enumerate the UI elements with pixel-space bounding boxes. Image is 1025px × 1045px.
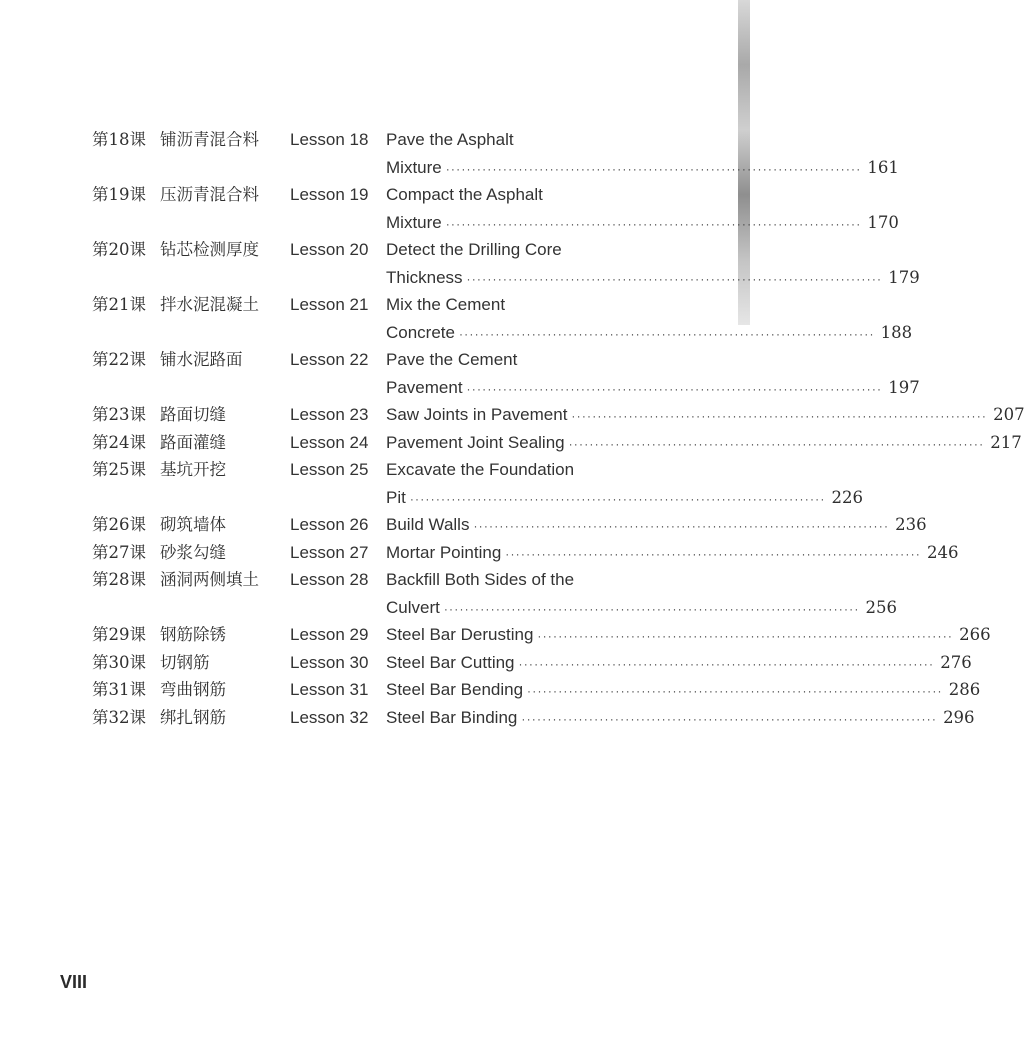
table-of-contents bbox=[0, 126, 1025, 731]
lesson-number: Lesson 26 bbox=[290, 515, 369, 534]
toc-entry[interactable] bbox=[0, 539, 959, 567]
title-text: Mixture bbox=[386, 157, 442, 177]
chinese-lesson-number: 第23课 bbox=[92, 405, 146, 424]
title-line bbox=[386, 319, 913, 347]
title-line bbox=[386, 346, 666, 374]
toc-entry[interactable] bbox=[0, 401, 1025, 429]
chinese-lesson-title: 路面灌缝 bbox=[160, 432, 226, 452]
title-text: Steel Bar Bending bbox=[386, 680, 524, 699]
title-line bbox=[386, 539, 959, 567]
lesson-number: Lesson 20 bbox=[290, 240, 369, 259]
chinese-lesson-title: 路面切缝 bbox=[160, 405, 226, 424]
chinese-lesson-number: 第20课 bbox=[92, 240, 146, 259]
lesson-number: Lesson 18 bbox=[290, 130, 369, 149]
title-line bbox=[386, 594, 898, 622]
lesson-number: Lesson 30 bbox=[290, 652, 369, 672]
title-line bbox=[386, 401, 1025, 429]
chinese-lesson-title: 拌水泥混凝土 bbox=[160, 295, 259, 314]
english-lesson-title bbox=[386, 236, 920, 291]
title-text: Steel Bar Binding bbox=[386, 707, 518, 727]
chinese-lesson-number: 第25课 bbox=[92, 460, 146, 479]
lesson-number: Lesson 25 bbox=[290, 460, 369, 479]
chinese-lesson-title: 砌筑墙体 bbox=[160, 515, 226, 534]
chinese-lesson-label bbox=[92, 704, 282, 732]
lesson-number: Lesson 28 bbox=[290, 570, 369, 589]
page-number: 170 bbox=[867, 212, 899, 232]
chinese-lesson-title: 绑扎钢筋 bbox=[160, 707, 226, 727]
title-text: Saw Joints in Pavement bbox=[386, 405, 568, 424]
title-text: Excavate the Foundation bbox=[386, 460, 575, 479]
chinese-lesson-label bbox=[92, 566, 282, 594]
title-line bbox=[386, 566, 666, 594]
chinese-lesson-number: 第29课 bbox=[92, 625, 146, 644]
title-line bbox=[386, 209, 899, 237]
page-number: 296 bbox=[943, 707, 975, 727]
title-line bbox=[386, 704, 975, 732]
chinese-lesson-label bbox=[92, 429, 282, 457]
title-line bbox=[386, 181, 666, 209]
lesson-number: Lesson 32 bbox=[290, 707, 369, 727]
english-lesson-title bbox=[386, 649, 972, 677]
chinese-lesson-number: 第28课 bbox=[92, 570, 146, 589]
chinese-lesson-number: 第30课 bbox=[92, 652, 146, 672]
toc-entry[interactable] bbox=[0, 511, 927, 539]
title-text: Pavement bbox=[386, 377, 463, 397]
page-number: 236 bbox=[895, 515, 927, 534]
english-lesson-title bbox=[386, 539, 959, 567]
english-lesson-title bbox=[386, 511, 927, 539]
title-line bbox=[386, 236, 666, 264]
dot-leader: ················································································ bbox=[443, 601, 860, 616]
title-line bbox=[386, 264, 920, 292]
chinese-lesson-title: 基坑开挖 bbox=[160, 460, 226, 479]
toc-entry[interactable] bbox=[0, 181, 899, 236]
chinese-lesson-label bbox=[92, 539, 282, 567]
title-line bbox=[386, 621, 991, 649]
toc-entry[interactable] bbox=[0, 649, 972, 677]
page-number: 188 bbox=[880, 322, 913, 342]
chinese-lesson-number: 第19课 bbox=[92, 185, 146, 204]
dot-leader: ················································································ bbox=[505, 546, 921, 561]
title-text: Pit bbox=[386, 487, 406, 507]
english-lesson-title bbox=[386, 566, 898, 621]
title-text: Steel Bar Derusting bbox=[386, 625, 534, 644]
english-lesson-title bbox=[386, 181, 899, 236]
toc-entry[interactable] bbox=[0, 126, 899, 181]
chinese-lesson-title: 钻芯检测厚度 bbox=[160, 240, 259, 259]
chinese-lesson-number: 第24课 bbox=[92, 432, 146, 452]
page-number-roman: VIII bbox=[60, 972, 88, 992]
lesson-number: Lesson 21 bbox=[290, 295, 369, 314]
title-text: Culvert bbox=[386, 597, 440, 617]
page-number: 266 bbox=[959, 625, 991, 644]
chinese-lesson-title: 铺水泥路面 bbox=[160, 350, 243, 369]
chinese-lesson-number: 第32课 bbox=[92, 707, 146, 727]
chinese-lesson-title: 钢筋除锈 bbox=[160, 625, 226, 644]
lesson-number: Lesson 29 bbox=[290, 625, 369, 644]
title-line bbox=[386, 484, 864, 512]
title-text: Backfill Both Sides of the bbox=[386, 570, 575, 589]
title-text: Detect the Drilling Core bbox=[386, 240, 562, 259]
title-text: Pave the Asphalt bbox=[386, 130, 514, 149]
dot-leader: ················································································ bbox=[445, 216, 862, 231]
dot-leader: ················································································ bbox=[458, 326, 875, 341]
title-text: Mortar Pointing bbox=[386, 542, 502, 562]
dot-leader: ················································································ bbox=[527, 684, 943, 698]
title-text: Steel Bar Cutting bbox=[386, 652, 515, 672]
title-line bbox=[386, 291, 666, 319]
lesson-number: Lesson 24 bbox=[290, 432, 369, 452]
toc-entry[interactable] bbox=[0, 621, 991, 649]
chinese-lesson-number: 第31课 bbox=[92, 680, 146, 699]
chinese-lesson-label bbox=[92, 621, 282, 649]
dot-leader: ················································································ bbox=[466, 271, 883, 286]
toc-entry[interactable] bbox=[0, 236, 920, 291]
title-line bbox=[386, 429, 1022, 457]
toc-entry[interactable] bbox=[0, 676, 981, 704]
title-text: Pave the Cement bbox=[386, 350, 518, 369]
dot-leader: ················································································ bbox=[537, 629, 954, 643]
page-number: 197 bbox=[888, 377, 920, 397]
page-number: 286 bbox=[948, 680, 981, 699]
page-number: 256 bbox=[865, 597, 898, 617]
english-lesson-title bbox=[386, 429, 1022, 457]
dot-leader: ················································································ bbox=[473, 519, 890, 533]
toc-entry[interactable] bbox=[0, 566, 898, 621]
title-text: Compact the Asphalt bbox=[386, 185, 543, 204]
dot-leader: ················································································ bbox=[409, 491, 826, 506]
english-lesson-title bbox=[386, 126, 899, 181]
dot-leader: ················································································ bbox=[568, 436, 985, 451]
chinese-lesson-label bbox=[92, 291, 282, 319]
chinese-lesson-number: 第27课 bbox=[92, 542, 146, 562]
dot-leader: ················································································ bbox=[521, 711, 938, 726]
dot-leader: ················································································ bbox=[466, 381, 883, 396]
page-number: 161 bbox=[867, 157, 899, 177]
english-lesson-title bbox=[386, 291, 913, 346]
english-lesson-title bbox=[386, 676, 981, 704]
chinese-lesson-label bbox=[92, 401, 282, 429]
title-line bbox=[386, 456, 666, 484]
english-lesson-title bbox=[386, 621, 991, 649]
chinese-lesson-title: 弯曲钢筋 bbox=[160, 680, 226, 699]
toc-entry[interactable] bbox=[0, 704, 975, 732]
title-text: Build Walls bbox=[386, 515, 470, 534]
chinese-lesson-label bbox=[92, 346, 282, 374]
toc-entry[interactable] bbox=[0, 456, 864, 511]
chinese-lesson-number: 第22课 bbox=[92, 350, 146, 369]
toc-entry[interactable] bbox=[0, 291, 913, 346]
title-text: Mixture bbox=[386, 212, 442, 232]
english-lesson-title bbox=[386, 704, 975, 732]
chinese-lesson-number: 第18课 bbox=[92, 130, 146, 149]
dot-leader: ················································································ bbox=[571, 409, 988, 423]
chinese-lesson-label bbox=[92, 126, 282, 154]
chinese-lesson-label bbox=[92, 511, 282, 539]
english-lesson-title bbox=[386, 456, 864, 511]
title-text: Mix the Cement bbox=[386, 295, 506, 314]
chinese-lesson-title: 压沥青混合料 bbox=[160, 185, 259, 204]
title-line bbox=[386, 374, 920, 402]
english-lesson-title bbox=[386, 401, 1025, 429]
title-text: Pavement Joint Sealing bbox=[386, 432, 565, 452]
page-number: 179 bbox=[888, 267, 920, 287]
dot-leader: ················································································ bbox=[445, 161, 862, 176]
title-line bbox=[386, 676, 981, 704]
page-number: 226 bbox=[831, 487, 864, 507]
toc-entry[interactable] bbox=[0, 346, 920, 401]
toc-entry[interactable] bbox=[0, 429, 1022, 457]
lesson-number: Lesson 23 bbox=[290, 405, 369, 424]
chinese-lesson-label bbox=[92, 676, 282, 704]
chinese-lesson-label bbox=[92, 236, 282, 264]
dot-leader: ················································································ bbox=[518, 656, 935, 671]
english-lesson-title bbox=[386, 346, 920, 401]
chinese-lesson-title: 涵洞两侧填土 bbox=[160, 570, 259, 589]
lesson-number: Lesson 27 bbox=[290, 542, 369, 562]
page-number: 217 bbox=[990, 432, 1022, 452]
lesson-number: Lesson 22 bbox=[290, 350, 369, 369]
title-line bbox=[386, 126, 666, 154]
title-text: Thickness bbox=[386, 267, 463, 287]
chinese-lesson-number: 第21课 bbox=[92, 295, 146, 314]
chinese-lesson-title: 切钢筋 bbox=[160, 652, 210, 672]
chinese-lesson-label bbox=[92, 456, 282, 484]
title-text: Concrete bbox=[386, 322, 455, 342]
page-number: 246 bbox=[926, 542, 959, 562]
title-line bbox=[386, 649, 972, 677]
lesson-number: Lesson 31 bbox=[290, 680, 369, 699]
chinese-lesson-label bbox=[92, 181, 282, 209]
title-line bbox=[386, 511, 927, 539]
page-number: 276 bbox=[940, 652, 972, 672]
title-line bbox=[386, 154, 899, 182]
chinese-lesson-number: 第26课 bbox=[92, 515, 146, 534]
lesson-number: Lesson 19 bbox=[290, 185, 369, 204]
chinese-lesson-label bbox=[92, 649, 282, 677]
chinese-lesson-title: 铺沥青混合料 bbox=[160, 130, 259, 149]
chinese-lesson-title: 砂浆勾缝 bbox=[160, 542, 226, 562]
page-number: 207 bbox=[993, 405, 1025, 424]
